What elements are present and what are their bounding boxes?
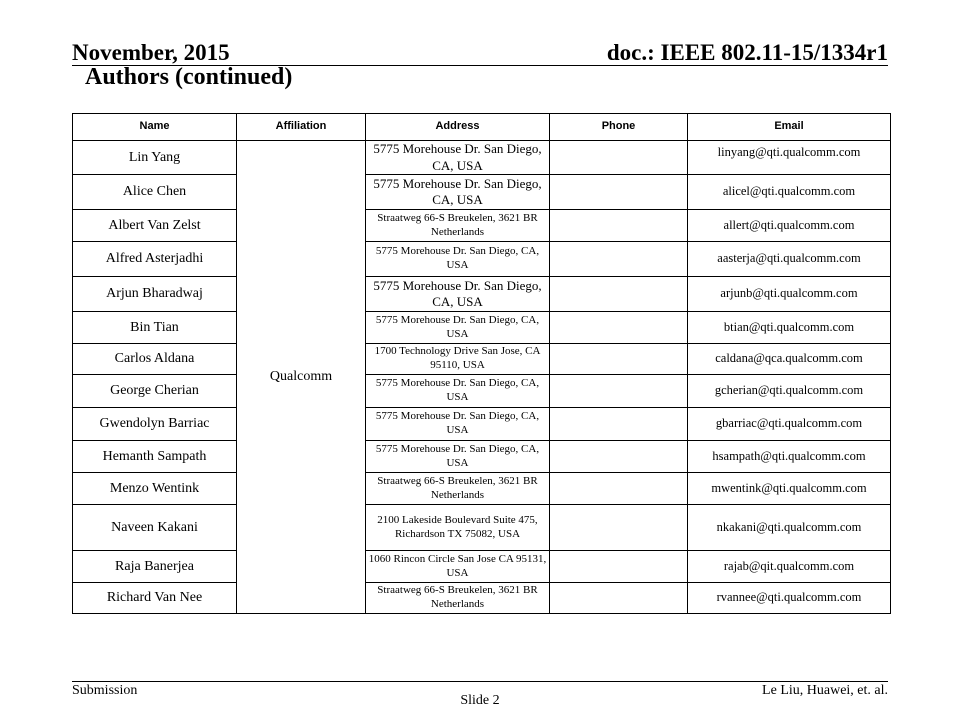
author-phone: [550, 210, 688, 242]
author-address: 1060 Rincon Circle San Jose CA 95131, USA: [366, 551, 550, 583]
authors-table: [72, 113, 891, 614]
author-name: Richard Van Nee: [73, 583, 237, 614]
table-row: [73, 344, 891, 375]
author-address: 5775 Morehouse Dr. San Diego, CA, USA: [366, 312, 550, 344]
author-email: rajab@qit.qualcomm.com: [688, 551, 891, 583]
column-header-email: Email: [688, 114, 891, 141]
author-address: Straatweg 66-S Breukelen, 3621 BR Netherlands: [366, 473, 550, 505]
author-email: aasterja@qti.qualcomm.com: [688, 242, 891, 277]
author-email: arjunb@qti.qualcomm.com: [688, 277, 891, 312]
author-phone: [550, 551, 688, 583]
author-address: 5775 Morehouse Dr. San Diego, CA, USA: [366, 277, 550, 312]
column-header-address: Address: [366, 114, 550, 141]
author-name: Naveen Kakani: [73, 505, 237, 551]
table-row: [73, 242, 891, 277]
author-phone: [550, 242, 688, 277]
header-doc-id: doc.: IEEE 802.11-15/1334r1: [606, 40, 888, 65]
author-name: George Cherian: [73, 375, 237, 408]
author-name: Menzo Wentink: [73, 473, 237, 505]
author-phone: [550, 175, 688, 210]
footer-submission: Submission: [72, 683, 138, 698]
author-phone: [550, 375, 688, 408]
author-name: Alfred Asterjadhi: [73, 242, 237, 277]
author-name: Alice Chen: [73, 175, 237, 210]
author-phone: [550, 473, 688, 505]
author-name: Albert Van Zelst: [73, 210, 237, 242]
author-address: 5775 Morehouse Dr. San Diego, CA, USA: [366, 141, 550, 175]
table-row: [73, 473, 891, 505]
author-name: Carlos Aldana: [73, 344, 237, 375]
table-row: [73, 408, 891, 441]
author-name: Raja Banerjea: [73, 551, 237, 583]
author-phone: [550, 505, 688, 551]
column-header-affiliation: Affiliation: [237, 114, 366, 141]
author-phone: [550, 277, 688, 312]
author-address: 5775 Morehouse Dr. San Diego, CA, USA: [366, 175, 550, 210]
author-name: Gwendolyn Barriac: [73, 408, 237, 441]
author-phone: [550, 408, 688, 441]
author-phone: [550, 583, 688, 614]
author-address: Straatweg 66-S Breukelen, 3621 BR Netherlands: [366, 583, 550, 614]
table-row: [73, 551, 891, 583]
author-affiliation: Qualcomm: [237, 141, 366, 614]
footer-authors: Le Liu, Huawei, et. al.: [762, 683, 888, 698]
author-email: mwentink@qti.qualcomm.com: [688, 473, 891, 505]
table-row: [73, 505, 891, 551]
author-name: Lin Yang: [73, 141, 237, 175]
author-name: Bin Tian: [73, 312, 237, 344]
author-email: nkakani@qti.qualcomm.com: [688, 505, 891, 551]
author-email: gbarriac@qti.qualcomm.com: [688, 408, 891, 441]
author-name: Hemanth Sampath: [73, 441, 237, 473]
author-address: 5775 Morehouse Dr. San Diego, CA, USA: [366, 441, 550, 473]
author-address: 5775 Morehouse Dr. San Diego, CA, USA: [366, 242, 550, 277]
author-email: hsampath@qti.qualcomm.com: [688, 441, 891, 473]
table-header-row: [73, 114, 891, 141]
header-date: November, 2015: [72, 40, 230, 65]
author-email: gcherian@qti.qualcomm.com: [688, 375, 891, 408]
table-row: [73, 210, 891, 242]
author-address: 5775 Morehouse Dr. San Diego, CA, USA: [366, 408, 550, 441]
table-row: [73, 375, 891, 408]
author-email: btian@qti.qualcomm.com: [688, 312, 891, 344]
author-email: rvannee@qti.qualcomm.com: [688, 583, 891, 614]
author-email: linyang@qti.qualcomm.com: [688, 141, 891, 175]
column-header-name: Name: [73, 114, 237, 141]
author-address: Straatweg 66-S Breukelen, 3621 BR Netherlands: [366, 210, 550, 242]
footer-slide-number: Slide 2: [460, 693, 500, 708]
footer-rule: [72, 681, 888, 682]
author-phone: [550, 441, 688, 473]
table-row: [73, 175, 891, 210]
slide-title: Authors (continued): [85, 64, 293, 90]
table-row: [73, 141, 891, 175]
author-address: 2100 Lakeside Boulevard Suite 475, Richardson TX 75082, USA: [366, 505, 550, 551]
table-row: [73, 312, 891, 344]
author-address: 1700 Technology Drive San Jose, CA 95110, USA: [366, 344, 550, 375]
author-email: alicel@qti.qualcomm.com: [688, 175, 891, 210]
table-row: [73, 441, 891, 473]
table-row: [73, 583, 891, 614]
author-phone: [550, 312, 688, 344]
author-email: allert@qti.qualcomm.com: [688, 210, 891, 242]
author-email: caldana@qca.qualcomm.com: [688, 344, 891, 375]
table-row: [73, 277, 891, 312]
author-phone: [550, 141, 688, 175]
column-header-phone: Phone: [550, 114, 688, 141]
author-phone: [550, 344, 688, 375]
author-name: Arjun Bharadwaj: [73, 277, 237, 312]
author-address: 5775 Morehouse Dr. San Diego, CA, USA: [366, 375, 550, 408]
